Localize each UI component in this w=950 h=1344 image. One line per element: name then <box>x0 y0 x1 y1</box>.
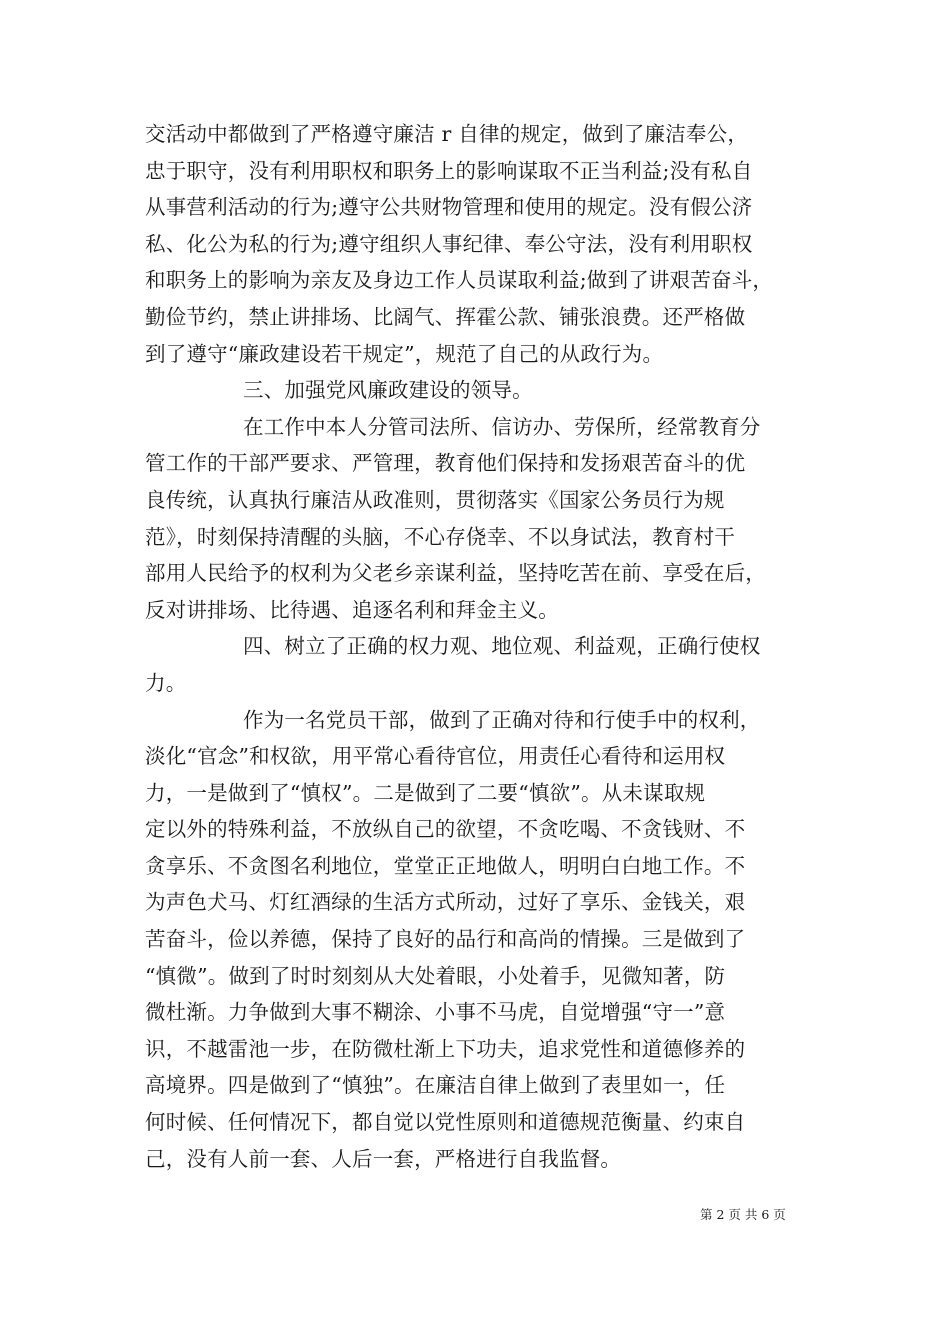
text-line: 力，一是做到了“慎权”。二是做到了二要“慎欲”。从未谋取规 <box>145 780 706 805</box>
text-line: 微杜渐。力争做到大事不糊涂、小事不马虎，自觉增强“守一”意 <box>145 1000 726 1025</box>
text-line: 范》，时刻保持清醒的头脑，不心存侥幸、不以身试法，教育村干 <box>145 524 736 549</box>
section-heading-4: 四、树立了正确的权力观、地位观、利益观，正确行使权 <box>243 634 761 659</box>
text-line: 反对讲排场、比待遇、追逐名利和拜金主义。 <box>145 597 559 622</box>
text-line: 从事营利活动的行为;遵守公共财物管理和使用的规定。没有假公济 <box>145 195 753 220</box>
text-line: 为声色犬马、灯红酒绿的生活方式所动，过好了享乐、金钱关，艰 <box>145 890 746 915</box>
text-line: 苦奋斗，俭以养德，保持了良好的品行和高尚的情操。三是做到了 <box>145 927 746 952</box>
text-line: “慎微”。做到了时时刻刻从大处着眼，小处着手，见微知著，防 <box>145 963 726 988</box>
paragraph-start: 在工作中本人分管司法所、信访办、劳保所，经常教育分 <box>243 414 761 439</box>
text-line: 忠于职守，没有利用职权和职务上的影响谋取不正当利益;没有私自 <box>145 158 753 183</box>
paragraph-start: 作为一名党员干部，做到了正确对待和行使手中的权利， <box>243 707 761 732</box>
text-line: 贪享乐、不贪图名利地位，堂堂正正地做人，明明白白地工作。不 <box>145 853 746 878</box>
text-line: 定以外的特殊利益，不放纵自己的欲望，不贪吃喝、不贪钱财、不 <box>145 817 746 842</box>
text-line: 到了遵守“廉政建设若干规定”，规范了自己的从政行为。 <box>145 341 664 366</box>
text-line: 高境界。四是做到了“慎独”。在廉洁自律上做到了表里如一，任 <box>145 1073 726 1098</box>
text-line: 私、化公为私的行为;遵守组织人事纪律、奉公守法，没有利用职权 <box>145 231 753 256</box>
text-line: 交活动中都做到了严格遵守廉洁 r 自律的规定，做到了廉洁奉公， <box>145 122 749 146</box>
text-line: 力。 <box>145 670 187 695</box>
text-line: 部用人民给予的权利为父老乡亲谋利益，坚持吃苦在前、享受在后， <box>145 561 766 586</box>
text-line: 和职务上的影响为亲友及身边工作人员谋取利益;做到了讲艰苦奋斗， <box>145 268 774 293</box>
document-body <box>145 116 820 1177</box>
text-line: 管工作的干部严要求、严管理，教育他们保持和发扬艰苦奋斗的优 <box>145 451 746 476</box>
text-line: 良传统，认真执行廉洁从政准则，贯彻落实《国家公务员行为规 <box>145 487 725 512</box>
section-heading-3: 三、加强党风廉政建设的领导。 <box>243 378 533 403</box>
text-line: 勤俭节约，禁止讲排场、比阔气、挥霍公款、铺张浪费。还严格做 <box>145 304 746 329</box>
text-line: 何时候、任何情况下，都自觉以党性原则和道德规范衡量、约束自 <box>145 1110 746 1135</box>
page-number: 第 2 页 共 6 页 <box>700 1207 786 1222</box>
text-line: 己，没有人前一套、人后一套，严格进行自我监督。 <box>145 1146 622 1171</box>
text-line: 识，不越雷池一步，在防微杜渐上下功夫，追求党性和道德修养的 <box>145 1036 746 1061</box>
text-line: 淡化“官念”和权欲，用平常心看待官位，用责任心看待和运用权 <box>145 744 726 769</box>
